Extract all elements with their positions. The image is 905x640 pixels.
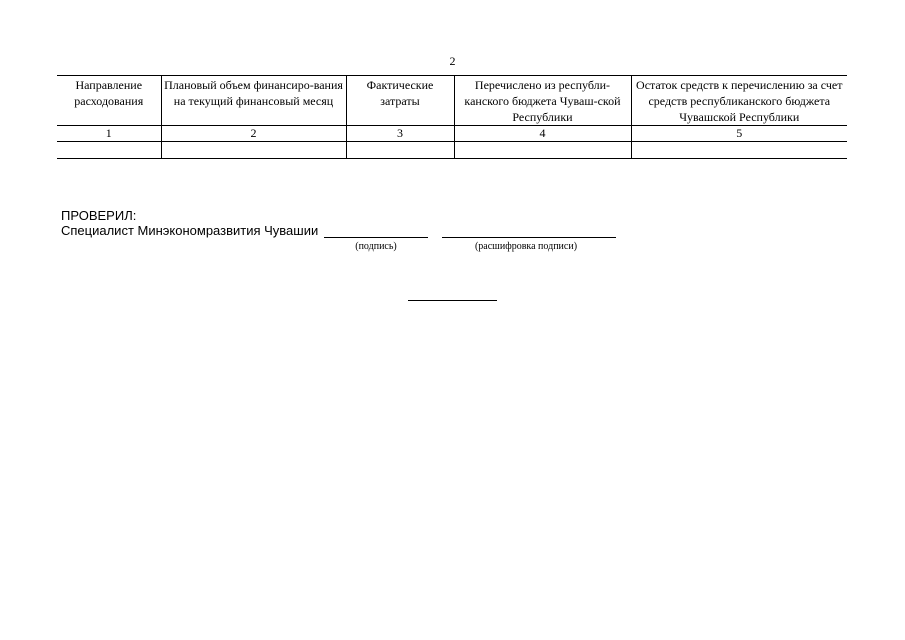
- specialist-position: Специалист Минэкономразвития Чувашии: [61, 223, 319, 238]
- table-cell[interactable]: [161, 142, 346, 159]
- end-divider: [408, 300, 497, 301]
- table-cell[interactable]: [631, 142, 847, 159]
- column-number: 4: [454, 126, 631, 142]
- signature-decoding-caption: (расшифровка подписи): [474, 241, 578, 252]
- signature-line[interactable]: [324, 237, 428, 238]
- table-cell[interactable]: [454, 142, 631, 159]
- header-actual-costs: Фактические затраты: [346, 76, 454, 126]
- page-number: 2: [449, 54, 456, 68]
- column-number: 2: [161, 126, 346, 142]
- verified-heading: ПРОВЕРИЛ:: [61, 208, 137, 223]
- signature-decoding-line[interactable]: [442, 237, 616, 238]
- header-planned-financing: Плановый объем финансиро-вания на текущий финансовый месяц: [161, 76, 346, 126]
- table-cell[interactable]: [346, 142, 454, 159]
- verification-block: [61, 208, 318, 238]
- signature-caption: (подпись): [355, 241, 397, 252]
- table-header-row: [57, 76, 847, 126]
- header-expense-direction: Направление расходования: [57, 76, 161, 126]
- column-number: 1: [57, 126, 161, 142]
- header-remaining-funds: Остаток средств к перечислению за счет средств республиканского бюджета Чувашской Республики: [631, 76, 847, 126]
- table-cell[interactable]: [57, 142, 161, 159]
- report-table: [57, 75, 847, 159]
- table-row: [57, 142, 847, 159]
- column-number: 3: [346, 126, 454, 142]
- column-number: 5: [631, 126, 847, 142]
- column-number-row: [57, 126, 847, 142]
- header-transferred-budget: Перечислено из республи-канского бюджета Чуваш-ской Республики: [454, 76, 631, 126]
